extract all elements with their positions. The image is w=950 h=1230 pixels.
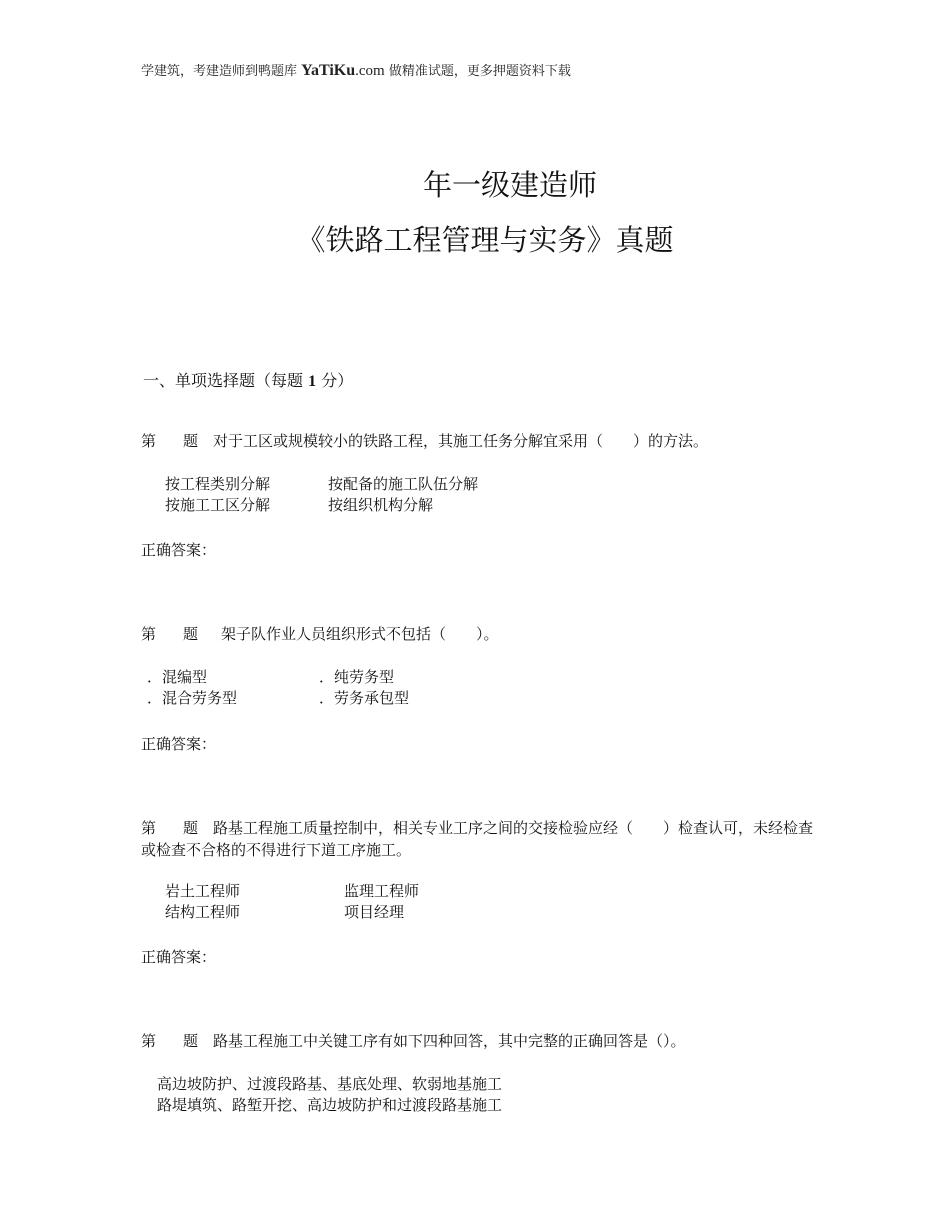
header-dotcom: .com — [355, 63, 385, 79]
header-prefix: 学建筑，考建造师到鸭题库 — [141, 64, 298, 79]
question-4 — [141, 1030, 821, 1052]
question-1 — [141, 430, 821, 452]
question-stem: 对于工区或规模较小的铁路工程，其施工任务分解宜采用（ ）的方法。 — [213, 432, 709, 450]
option-b[interactable]: 监理工程师 — [344, 882, 420, 900]
question-num-label: 第 — [141, 1032, 157, 1050]
option-a[interactable]: 岩土工程师 — [165, 882, 241, 900]
option-a[interactable]: ．混编型 — [147, 668, 208, 686]
question-ti-label: 题 — [183, 625, 199, 643]
question-2-answer: 正确答案： — [141, 735, 217, 753]
option-c[interactable]: 按施工工区分解 — [165, 496, 271, 514]
question-3-options — [165, 881, 419, 923]
question-num-label: 第 — [141, 432, 157, 450]
question-2-options — [147, 667, 409, 709]
question-1-options — [165, 474, 478, 516]
option-b[interactable]: ．纯劳务型 — [319, 668, 395, 686]
option-c[interactable]: ．混合劳务型 — [147, 689, 238, 707]
option-b[interactable]: 路堤填筑、路堑开挖、高边坡防护和过渡段路基施工 — [157, 1096, 503, 1114]
option-c[interactable]: 结构工程师 — [165, 903, 241, 921]
option-d[interactable]: 项目经理 — [344, 903, 405, 921]
section-suffix: 分） — [321, 371, 354, 390]
question-3-answer: 正确答案： — [141, 948, 217, 966]
page-title-line2: 《铁路工程管理与实务》真题 — [296, 223, 674, 257]
question-stem: 架子队作业人员组织形式不包括（ ）。 — [221, 625, 499, 643]
page-header — [141, 60, 571, 80]
option-a[interactable]: 按工程类别分解 — [165, 475, 271, 493]
question-stem: 路基工程施工质量控制中，相关专业工序之间的交接检验应经（ ）检查认可，未经检查或检查不合格的不得进行下道工序施工。 — [141, 819, 814, 859]
question-1-answer: 正确答案： — [141, 541, 217, 559]
question-2 — [141, 623, 821, 645]
question-ti-label: 题 — [183, 819, 199, 837]
section-heading — [143, 368, 353, 391]
option-a[interactable]: 高边坡防护、过渡段路基、基底处理、软弱地基施工 — [157, 1075, 503, 1093]
question-num-label: 第 — [141, 625, 157, 643]
question-num-label: 第 — [141, 819, 157, 837]
question-3 — [141, 817, 821, 861]
option-b[interactable]: 按配备的施工队伍分解 — [328, 475, 479, 493]
section-points: 1 — [308, 373, 317, 390]
option-d[interactable]: ．劳务承包型 — [319, 689, 410, 707]
question-stem: 路基工程施工中关键工序有如下四种回答，其中完整的正确回答是（）。 — [213, 1032, 686, 1050]
section-prefix: 一、单项选择题（每题 — [143, 371, 304, 390]
option-d[interactable]: 按组织机构分解 — [328, 496, 434, 514]
question-4-options — [157, 1074, 502, 1116]
page-title-line1: 年一级建造师 — [422, 168, 597, 202]
question-ti-label: 题 — [183, 432, 199, 450]
header-suffix: 做精准试题，更多押题资料下载 — [388, 64, 571, 79]
header-brand: YaTiKu — [301, 62, 356, 79]
question-ti-label: 题 — [183, 1032, 199, 1050]
